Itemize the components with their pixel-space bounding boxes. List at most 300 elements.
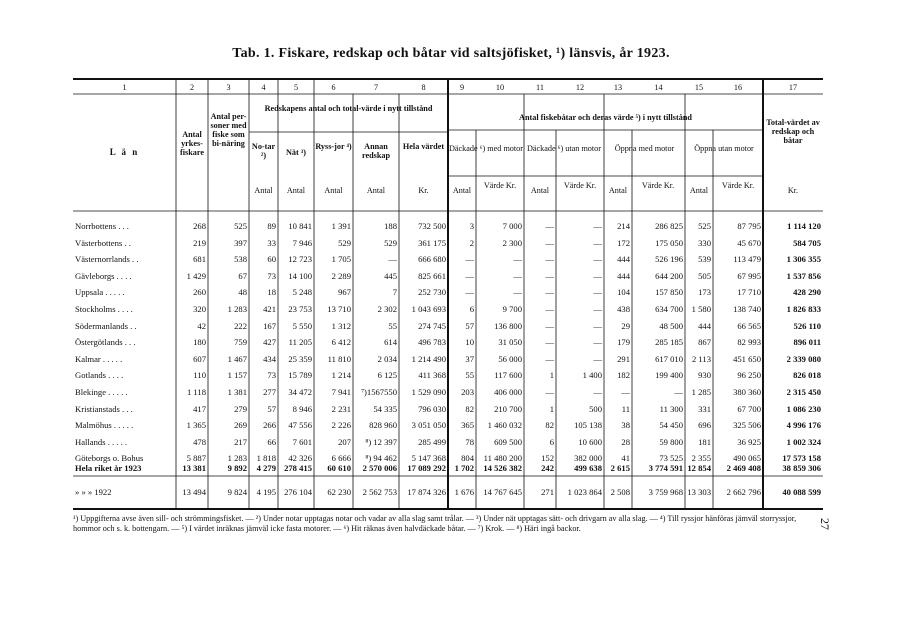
table-row-11-cell-3: 1 381 (227, 387, 247, 397)
table-row-13-cell-7: 828 960 (369, 420, 397, 431)
table-row-15-cell-17: 17 573 158 (782, 453, 821, 464)
table-row-6-cell-11: — (545, 304, 554, 314)
table-row-2-cell-10: 2 300 (502, 237, 522, 248)
table-row-8-cell-5: 11 205 (288, 337, 312, 348)
table-row-11-cell-14: — (674, 387, 683, 397)
table-row-10-cell-13: 182 (617, 370, 630, 381)
table-row-9-cell-3: 1 467 (227, 353, 247, 364)
table-row-10-cell-7: 6 125 (377, 370, 397, 381)
table-row-12-cell-9: 82 (465, 403, 474, 414)
header-total: Total-värdet av redskap och båtar (766, 118, 820, 145)
col-num-17: 17 (788, 83, 798, 92)
table-row-3-cell-16: 113 479 (733, 254, 761, 265)
table-title: Tab. 1. Fiskare, redskap och båtar vid saltsjöfisket, ¹) länsvis, år 1923. (232, 46, 670, 61)
table-row-7-cell-10: 136 800 (494, 320, 522, 331)
table-row-13-cell-4: 266 (263, 420, 276, 431)
table-row-2-cell-3: 397 (234, 237, 247, 248)
table-row-8-cell-13: 179 (617, 337, 630, 348)
table-row-7-cell-14: 48 500 (659, 320, 683, 331)
table-row-3-cell-12: — (593, 254, 602, 265)
table-row-3-cell-4: 60 (267, 254, 276, 265)
table-row-7-cell-8: 274 745 (418, 320, 446, 331)
table-row-6-cell-14: 634 700 (655, 304, 683, 314)
table-row-10-cell-8: 411 368 (418, 370, 446, 381)
table-row-14-cell-10: 609 500 (494, 436, 522, 447)
table-row-12-cell-3: 279 (234, 403, 247, 414)
table-row-12-cell-15: 331 (698, 403, 711, 414)
table-row-12-cell-5: 8 946 (292, 403, 312, 414)
header-annan: Annan redskap (361, 142, 391, 160)
table-row-4-cell-15: 505 (698, 270, 711, 281)
table-row-11-cell-11: — (545, 387, 554, 397)
table-row-7-cell-4: 167 (263, 320, 276, 331)
col-num-9: 9 (459, 83, 465, 92)
table-row-14-cell-16: 36 925 (737, 436, 761, 447)
table-row-12-cell-7: 54 335 (373, 403, 397, 414)
table-row-13-cell-11: 82 (545, 420, 554, 431)
table-row-11-cell-5: 34 472 (288, 387, 312, 397)
total-row-1922-cell-16: 2 662 796 (726, 487, 761, 497)
sub-antal-15: Antal (689, 186, 709, 195)
table-row-15-cell-14: 73 525 (659, 453, 683, 464)
sub-antal-6: Antal (324, 186, 343, 195)
table-row-6-cell-7: 2 302 (377, 304, 397, 314)
table-row-4-cell-2: 1 429 (186, 270, 206, 281)
total-row-1922-cell-5: 276 104 (284, 487, 312, 497)
table-row-13-cell-8: 3 051 050 (411, 420, 446, 431)
sub-antal-7: Antal (366, 186, 386, 195)
table-row-15-cell-15: 2 355 (691, 453, 711, 464)
total-row-1922-cell-13: 2 508 (610, 487, 630, 497)
total-row-1922-label: » » » 1922 (75, 487, 112, 497)
table-row-1-cell-8: 732 500 (418, 221, 446, 231)
table-row-5-cell-6: 967 (338, 287, 351, 298)
total-row-1922-cell-11: 271 (541, 487, 554, 497)
table-row-5-cell-12: — (593, 287, 602, 298)
table-row-12-cell-6: 2 231 (331, 403, 351, 414)
sub-antal-13: Antal (608, 186, 628, 195)
table-row-13-cell-14: 54 450 (659, 420, 683, 431)
sub-varde-14: Värde Kr. (641, 181, 675, 190)
table-row-1-cell-11: — (545, 221, 554, 231)
table-row-13-label: Malmöhus . . . . . (75, 420, 134, 431)
table-row-7-label: Södermanlands . . (75, 320, 137, 331)
table-row-6-label: Stockholms . . . . (75, 304, 133, 314)
total-row-1922-cell-12: 1 023 864 (567, 487, 602, 497)
table-row-8-cell-6: 6 412 (331, 337, 351, 348)
table-row-10-cell-10: 117 600 (494, 370, 522, 381)
table-row-3-cell-13: 444 (617, 254, 630, 265)
table-row-3-cell-10: — (513, 254, 522, 265)
sub-antal-5: Antal (286, 186, 306, 195)
table-row-8-cell-14: 285 185 (655, 337, 683, 348)
table-row-9-cell-2: 607 (193, 353, 206, 364)
total-row-1923-cell-9: 1 702 (454, 463, 474, 473)
total-row-1923-cell-3: 9 892 (227, 463, 247, 473)
table-row-7-cell-13: 29 (621, 320, 630, 331)
table-row-4-cell-16: 67 995 (737, 270, 761, 281)
table-row-5-cell-14: 157 850 (655, 287, 683, 298)
table-row-9-cell-6: 11 810 (327, 353, 351, 364)
header-yrkesfiskare: Antal yrkes-fiskare (180, 130, 204, 157)
table-row-9-cell-17: 2 339 080 (786, 353, 821, 364)
table-row-4-cell-9: — (465, 270, 474, 281)
table-row-10-cell-9: 55 (465, 370, 474, 381)
table-row-5-cell-7: 7 (392, 287, 397, 298)
header-oppna-utan: Öppna utan motor (694, 144, 754, 153)
total-row-1923-cell-4: 4 279 (256, 463, 276, 473)
table-row-12-cell-17: 1 086 230 (786, 403, 821, 414)
table-row-6-cell-8: 1 043 693 (411, 304, 446, 314)
table-row-1-cell-5: 10 841 (288, 221, 312, 231)
total-row-1923-cell-15: 12 854 (687, 463, 711, 473)
total-row-1922-cell-15: 13 303 (687, 487, 711, 497)
table-row-8-cell-12: — (593, 337, 602, 348)
total-row-1923-cell-13: 2 615 (610, 463, 630, 473)
table-row-1-cell-13: 214 (617, 221, 630, 231)
table-row-2-cell-6: 529 (338, 237, 351, 248)
col-num-1: 1 (122, 83, 127, 92)
total-row-1922-cell-7: 2 562 753 (362, 487, 397, 497)
total-row-1922-cell-6: 62 230 (327, 487, 351, 497)
table-row-5-cell-13: 104 (617, 287, 630, 298)
table-row-8-cell-4: 427 (263, 337, 276, 348)
table-row-1-cell-6: 1 391 (331, 221, 351, 231)
table-row-3-cell-7: — (388, 254, 397, 265)
table-row-4-cell-13: 444 (617, 270, 630, 281)
table-row-7-cell-11: — (545, 320, 554, 331)
table-row-2-cell-5: 7 946 (292, 237, 312, 248)
table-row-7-cell-3: 222 (234, 320, 247, 331)
table-row-9-cell-16: 451 650 (733, 353, 761, 364)
table-row-12-cell-13: 11 (621, 403, 630, 414)
table-row-4-cell-14: 644 200 (655, 270, 683, 281)
table-row-1-cell-4: 89 (267, 221, 276, 231)
table-row-5-cell-15: 173 (698, 287, 711, 298)
table-row-9-cell-12: — (593, 353, 602, 364)
table-row-10-cell-16: 96 250 (737, 370, 761, 381)
table-row-6-cell-4: 421 (263, 304, 276, 314)
table-row-11-cell-9: 203 (461, 387, 474, 397)
total-row-1922-cell-2: 13 494 (182, 487, 206, 497)
table-row-10-cell-2: 110 (193, 370, 206, 381)
table-row-9-label: Kalmar . . . . . (75, 353, 123, 364)
total-row-1923-cell-11: 242 (541, 463, 554, 473)
table-row-13-cell-3: 269 (234, 420, 247, 431)
table-row-7-cell-9: 57 (465, 320, 474, 331)
total-row-1923-cell-6: 60 610 (327, 463, 351, 473)
sub-kr-17: Kr. (787, 186, 799, 195)
table-row-3-cell-17: 1 306 355 (786, 254, 821, 265)
table-row-8-cell-2: 180 (193, 337, 206, 348)
table-row-14-label: Hallands . . . . . (75, 436, 128, 447)
table-row-11-cell-15: 1 285 (691, 387, 711, 397)
table-row-1-cell-15: 525 (698, 221, 711, 231)
table-row-12-cell-12: 500 (589, 403, 602, 414)
table-row-8-cell-9: 10 (465, 337, 474, 348)
table-row-14-cell-14: 59 800 (659, 436, 683, 447)
table-row-6-cell-9: 6 (469, 304, 474, 314)
table-row-8-cell-10: 31 050 (498, 337, 522, 348)
total-row-1922-cell-8: 17 874 326 (407, 487, 446, 497)
table-row-9-cell-5: 25 359 (288, 353, 312, 364)
table-row-12-cell-10: 210 700 (494, 403, 522, 414)
table-row-14-cell-12: 10 600 (578, 436, 602, 447)
table-row-12-cell-8: 796 030 (418, 403, 446, 414)
table-row-12-cell-11: 1 (549, 403, 554, 414)
col-num-5: 5 (293, 83, 299, 92)
total-row-1923-cell-5: 278 415 (284, 463, 312, 473)
col-num-16: 16 (733, 83, 743, 92)
header-personer: Antal per-soner med fiske som bi-näring (210, 112, 247, 148)
table-row-1-label: Norrbottens . . . (75, 221, 129, 231)
page-number: 27 (818, 518, 832, 530)
table-row-1-cell-7: 188 (384, 221, 397, 231)
total-row-1923-cell-2: 13 381 (182, 463, 206, 473)
header-hela: Hela värdet (402, 142, 445, 151)
total-row-1922-cell-10: 14 767 645 (483, 487, 522, 497)
table-row-5-cell-2: 260 (193, 287, 206, 298)
table-row-15-cell-3: 1 283 (227, 453, 247, 464)
table-row-9-cell-11: — (545, 353, 554, 364)
table-row-13-cell-13: 38 (621, 420, 630, 431)
table-row-5-label: Uppsala . . . . . (75, 287, 125, 298)
table-row-6-cell-15: 1 580 (691, 304, 711, 314)
table-row-5-cell-10: — (513, 287, 522, 298)
table-row-4-cell-17: 1 537 856 (786, 270, 821, 281)
table-row-9-cell-14: 617 010 (655, 353, 683, 364)
table-row-2-cell-17: 584 705 (793, 237, 821, 248)
table-row-6-cell-16: 138 740 (733, 304, 761, 314)
table-row-10-cell-5: 15 789 (288, 370, 312, 381)
table-row-14-cell-15: 181 (698, 436, 711, 447)
table-row-11-cell-7: ⁷)1567550 (361, 387, 397, 397)
table-row-13-cell-12: 105 138 (574, 420, 602, 431)
table-row-5-cell-8: 252 730 (418, 287, 446, 298)
table-row-13-cell-15: 696 (698, 420, 711, 431)
table-row-15-cell-8: 5 147 368 (411, 453, 446, 464)
table-row-6-cell-12: — (593, 304, 602, 314)
table-row-11-label: Blekinge . . . . . (75, 387, 128, 397)
table-row-2-cell-12: — (593, 237, 602, 248)
table-row-2-cell-8: 361 175 (418, 237, 446, 248)
col-num-11: 11 (536, 83, 544, 92)
table-row-2-cell-13: 172 (617, 237, 630, 248)
sub-antal-4: Antal (254, 186, 273, 195)
table-row-6-cell-3: 1 283 (227, 304, 247, 314)
sub-antal-11: Antal (530, 186, 550, 195)
table-row-11-cell-8: 1 529 090 (411, 387, 446, 397)
table-row-15-cell-5: 42 326 (288, 453, 312, 464)
table-row-11-cell-2: 1 118 (186, 387, 206, 397)
table-row-8-cell-15: 867 (698, 337, 711, 348)
table-row-3-cell-14: 526 196 (655, 254, 683, 265)
table-row-7-cell-16: 66 565 (737, 320, 761, 331)
header-nat: Nät ³) (286, 148, 306, 157)
header-dack-utan: Däckade ⁶) utan motor (526, 144, 601, 153)
table-row-4-cell-7: 445 (384, 270, 397, 281)
table-row-1-cell-3: 525 (234, 221, 247, 231)
table-row-2-cell-14: 175 050 (655, 237, 683, 248)
table-row-5-cell-16: 17 710 (737, 287, 761, 298)
total-row-1923-cell-10: 14 526 382 (483, 463, 522, 473)
table-row-8-label: Östergötlands . . . (75, 337, 136, 348)
table-row-6-cell-17: 1 826 833 (786, 304, 821, 314)
table-row-6-cell-13: 438 (617, 304, 630, 314)
total-row-1922-cell-9: 1 676 (454, 487, 474, 497)
col-num-12: 12 (575, 83, 585, 92)
table-row-10-cell-12: 1 400 (582, 370, 602, 381)
table-row-5-cell-11: — (545, 287, 554, 298)
header-redskap-group: Redskapens antal och total-värde i nytt tillstånd (264, 104, 433, 113)
table-row-15-cell-6: 6 666 (331, 453, 351, 464)
table-row-3-cell-8: 666 680 (418, 254, 446, 265)
table-row-10-label: Gotlands . . . . (75, 370, 124, 381)
table-row-2-cell-11: — (545, 237, 554, 248)
table-row-5-cell-17: 428 290 (793, 287, 821, 298)
table-row-7-cell-7: 55 (388, 320, 397, 331)
statistics-table (73, 78, 823, 510)
table-row-2-cell-2: 219 (193, 237, 206, 248)
table-row-9-cell-7: 2 034 (377, 353, 397, 364)
table-row-5-cell-9: — (465, 287, 474, 298)
table-row-11-cell-6: 7 941 (331, 387, 351, 397)
table-row-1-cell-12: — (593, 221, 602, 231)
table-row-14-cell-11: 6 (549, 436, 554, 447)
table-row-10-cell-6: 1 214 (331, 370, 351, 381)
table-row-2-cell-9: 2 (469, 237, 474, 248)
table-row-7-cell-17: 526 110 (793, 320, 821, 331)
table-row-9-cell-13: 291 (617, 353, 630, 364)
total-row-1922-cell-17: 40 088 599 (782, 487, 821, 497)
table-row-14-cell-9: 78 (465, 436, 474, 447)
table-row-8-cell-16: 82 993 (737, 337, 761, 348)
table-row-15-label: Göteborgs o. Bohus (75, 453, 144, 464)
table-row-15-cell-10: 11 480 200 (483, 453, 522, 464)
sub-antal-9: Antal (452, 186, 472, 195)
table-row-14-cell-3: 217 (234, 436, 247, 447)
table-row-14-cell-7: ⁸) 12 397 (365, 436, 397, 447)
table-row-1-cell-16: 87 795 (737, 221, 761, 231)
table-row-5-cell-3: 48 (238, 287, 247, 298)
table-row-8-cell-3: 759 (234, 337, 247, 348)
table-row-9-cell-10: 56 000 (498, 353, 522, 364)
total-row-1922-cell-14: 3 759 968 (648, 487, 683, 497)
total-row-1923-cell-12: 499 638 (574, 463, 602, 473)
sub-varde-16: Värde Kr. (721, 181, 755, 190)
table-row-3-cell-5: 12 723 (288, 254, 312, 265)
table-row-15-cell-13: 41 (621, 453, 630, 464)
table-row-4-cell-12: — (593, 270, 602, 281)
total-row-1922-cell-4: 4 195 (256, 487, 276, 497)
table-row-1-cell-10: 7 000 (502, 221, 522, 231)
table-row-14-cell-8: 285 499 (418, 436, 446, 447)
header-oppna-med: Öppna med motor (614, 144, 675, 153)
table-row-8-cell-7: 614 (384, 337, 397, 348)
table-row-7-cell-12: — (593, 320, 602, 331)
table-row-7-cell-5: 5 550 (292, 320, 312, 331)
table-row-1-cell-9: 3 (469, 221, 474, 231)
table-row-14-cell-17: 1 002 324 (786, 436, 821, 447)
table-row-12-cell-16: 67 700 (737, 403, 761, 414)
table-row-10-cell-15: 930 (698, 370, 711, 381)
table-row-4-cell-4: 73 (267, 270, 276, 281)
header-lan: L ä n (109, 147, 140, 157)
total-row-1923-cell-8: 17 089 292 (407, 463, 446, 473)
table-row-8-cell-17: 896 011 (793, 337, 821, 348)
table-row-9-cell-4: 434 (263, 353, 276, 364)
col-num-2: 2 (189, 83, 195, 92)
table-row-15-cell-2: 5 887 (186, 453, 206, 464)
table-row-11-cell-17: 2 315 450 (786, 387, 821, 397)
table-row-10-cell-3: 1 157 (227, 370, 247, 381)
header-notar: No-tar ²) (251, 142, 276, 160)
col-num-10: 10 (495, 83, 505, 92)
col-num-15: 15 (694, 83, 704, 92)
table-row-9-cell-8: 1 214 490 (411, 353, 446, 364)
table-row-10-cell-11: 1 (549, 370, 554, 381)
table-row-4-cell-8: 825 661 (418, 270, 446, 281)
table-row-3-cell-9: — (465, 254, 474, 265)
sub-varde-10: Värde Kr. (483, 181, 517, 190)
table-row-3-cell-6: 1 705 (331, 254, 351, 265)
col-num-13: 13 (613, 83, 623, 92)
table-row-2-cell-15: 330 (698, 237, 711, 248)
table-row-1-cell-14: 286 825 (655, 221, 683, 231)
table-row-13-cell-17: 4 996 176 (786, 420, 821, 431)
table-row-3-cell-11: — (545, 254, 554, 265)
sub-kr-8: Kr. (418, 186, 429, 195)
table-row-11-cell-12: — (593, 387, 602, 397)
table-row-14-cell-4: 66 (267, 436, 276, 447)
table-row-3-label: Västernorrlands . . (75, 254, 139, 265)
table-row-3-cell-15: 539 (698, 254, 711, 265)
table-row-4-cell-3: 67 (238, 270, 247, 281)
table-row-11-cell-13: — (621, 387, 630, 397)
table-row-12-label: Kristianstads . . . (75, 403, 133, 414)
table-row-4-cell-10: — (513, 270, 522, 281)
total-row-1923-cell-7: 2 570 006 (362, 463, 397, 473)
col-num-7: 7 (373, 83, 379, 92)
sub-varde-12: Värde Kr. (563, 181, 597, 190)
header-batar-group: Antal fiskebåtar och deras värde ⁵) i nytt tillstånd (519, 113, 692, 122)
table-row-13-cell-16: 325 506 (733, 420, 761, 431)
table-row-4-cell-11: — (545, 270, 554, 281)
table-row-2-cell-4: 33 (267, 237, 276, 248)
table-row-2-cell-7: 529 (384, 237, 397, 248)
table-row-14-cell-2: 478 (193, 436, 206, 447)
table-row-10-cell-17: 826 018 (793, 370, 821, 381)
table-row-12-cell-4: 57 (267, 403, 276, 414)
table-row-9-cell-9: 37 (465, 353, 474, 364)
table-row-10-cell-4: 73 (267, 370, 276, 381)
table-row-15-cell-11: 152 (541, 453, 554, 464)
table-row-1-cell-2: 268 (193, 221, 206, 231)
table-row-15-cell-7: ⁸) 94 462 (365, 453, 397, 464)
footnotes: ¹) Uppgifterna avse även sill- och strömmingsfisket. — ²) Under notar upptagas notar och vadar av alla slag samt trålar. — ³) Under nät upptagas sätt- och drivgarn av alla slag. — ⁴) Till ryssjor hänföras jämväl storryssjor, hommor och s. k. bottengarn. — ⁵) I värdet inräknas jämväl icke fasta motorer. — ⁶) Hit räknas även halvdäckade båtar. — ⁷) Krok. — ⁸) Häri ingå backor. (73, 514, 797, 533)
table-row-8-cell-11: — (545, 337, 554, 348)
table-row-13-cell-2: 1 365 (186, 420, 206, 431)
table-row-7-cell-15: 444 (698, 320, 711, 331)
table-row-6-cell-5: 23 753 (288, 304, 312, 314)
total-row-1922-cell-3: 9 824 (227, 487, 247, 497)
table-row-12-cell-14: 11 300 (659, 403, 683, 414)
table-row-13-cell-6: 2 226 (331, 420, 351, 431)
table-row-2-cell-16: 45 670 (737, 237, 761, 248)
table-row-4-cell-5: 14 100 (288, 270, 312, 281)
col-num-3: 3 (226, 83, 231, 92)
table-row-15-cell-9: 804 (461, 453, 474, 464)
